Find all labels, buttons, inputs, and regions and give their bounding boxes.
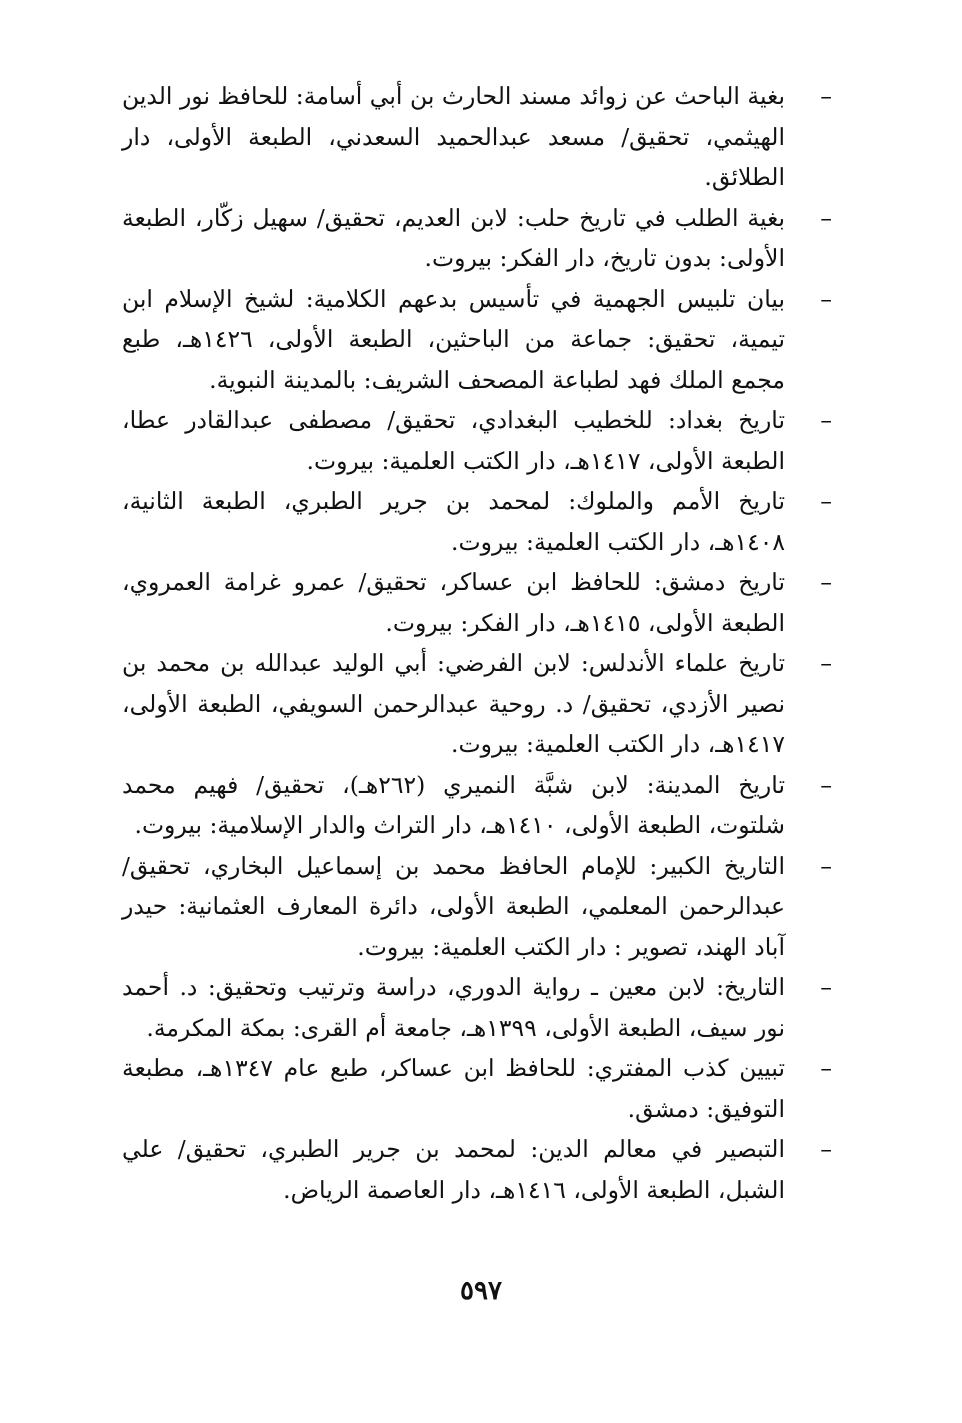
entry-dash: – (820, 284, 832, 313)
entry-text: بيان تلبيس الجهمية في تأسيس بدعهم الكلامية: لشيخ الإسلام ابن تيمية، تحقيق: جماعة من الباحثين، الطبعة الأولى، ١٤٢٦هـ، طبع مجمع الملك فهد لطباعة المصحف الشريف: بالمدينة النبوية. (122, 284, 785, 394)
bibliography-entry (122, 76, 832, 198)
bibliography-entry (122, 846, 832, 968)
entry-text: تاريخ دمشق: للحافظ ابن عساكر، تحقيق/ عمرو غرامة العمروي، الطبعة الأولى، ١٤١٥هـ، دار الفكر: بيروت. (122, 568, 785, 637)
entry-text: تاريخ الأمم والملوك: لمحمد بن جرير الطبري، الطبعة الثانية، ١٤٠٨هـ، دار الكتب العلمية: بيروت. (122, 487, 785, 556)
bibliography-entry (122, 400, 832, 481)
entry-dash: – (820, 1135, 832, 1163)
entry-dash: – (820, 770, 832, 799)
entry-dash: – (820, 568, 832, 596)
bibliography-entry (122, 643, 832, 765)
entry-dash: – (820, 203, 832, 232)
entry-dash: – (820, 82, 832, 110)
bibliography-entry (122, 481, 832, 562)
bibliography-entry (122, 279, 832, 401)
entry-text: التبصير في معالم الدين: لمحمد بن جرير الطبري، تحقيق/ علي الشبل، الطبعة الأولى، ١٤١٦هـ، دار العاصمة الرياض. (122, 1135, 785, 1204)
entry-text: بغية الباحث عن زوائد مسند الحارث بن أبي أسامة: للحافظ نور الدين الهيثمي، تحقيق/ مسعد عبدالحميد السعدني، الطبعة الأولى، دار الطلائق. (122, 82, 785, 191)
bibliography-list (122, 76, 832, 1210)
entry-text: تاريخ علماء الأندلس: لابن الفرضي: أبي الوليد عبدالله بن محمد بن نصير الأزدي، تحقيق/ د. روحية عبدالرحمن السويفي، الطبعة الأولى، ١٤١٧هـ، دار الكتب العلمية: بيروت. (122, 649, 785, 758)
entry-text: تاريخ بغداد: للخطيب البغدادي، تحقيق/ مصطفى عبدالقادر عطا، الطبعة الأولى، ١٤١٧هـ، دار الكتب العلمية: بيروت. (122, 406, 785, 475)
entry-text: التاريخ: لابن معين ـ رواية الدوري، دراسة وترتيب وتحقيق: د. أحمد نور سيف، الطبعة الأولى، ١٣٩٩هـ، جامعة أم القرى: بمكة المكرمة. (122, 973, 785, 1042)
entry-dash: – (820, 406, 832, 434)
entry-dash: – (820, 649, 832, 677)
entry-dash: – (820, 1054, 832, 1082)
entry-dash: – (820, 851, 832, 880)
entry-text: بغية الطلب في تاريخ حلب: لابن العديم، تحقيق/ سهيل زكّار، الطبعة الأولى: بدون تاريخ، دار الفكر: بيروت. (122, 203, 785, 272)
entry-text: تاريخ المدينة: لابن شبَّة النميري (٢٦٢هـ)، تحقيق/ فهيم محمد شلتوت، الطبعة الأولى، ١٤١٠هـ، دار التراث والدار الإسلامية: بيروت. (122, 770, 785, 839)
entry-text: التاريخ الكبير: للإمام الحافظ محمد بن إسماعيل البخاري، تحقيق/ عبدالرحمن المعلمي، الطبعة الأولى، دائرة المعارف العثمانية: حيدر آباد الهند، تصوير : دار الكتب العلمية: بيروت. (122, 851, 785, 961)
bibliography-entry (122, 1048, 832, 1129)
bibliography-entry (122, 765, 832, 846)
bibliography-entry (122, 562, 832, 643)
entry-dash: – (820, 487, 832, 515)
entry-text: تبيين كذب المفتري: للحافظ ابن عساكر، طبع عام ١٣٤٧هـ، مطبعة التوفيق: دمشق. (122, 1054, 785, 1123)
page-number: ٥٩٧ (460, 1276, 502, 1306)
bibliography-entry (122, 967, 832, 1048)
bibliography-entry (122, 1129, 832, 1210)
entry-dash: – (820, 973, 832, 1001)
bibliography-entry (122, 198, 832, 279)
